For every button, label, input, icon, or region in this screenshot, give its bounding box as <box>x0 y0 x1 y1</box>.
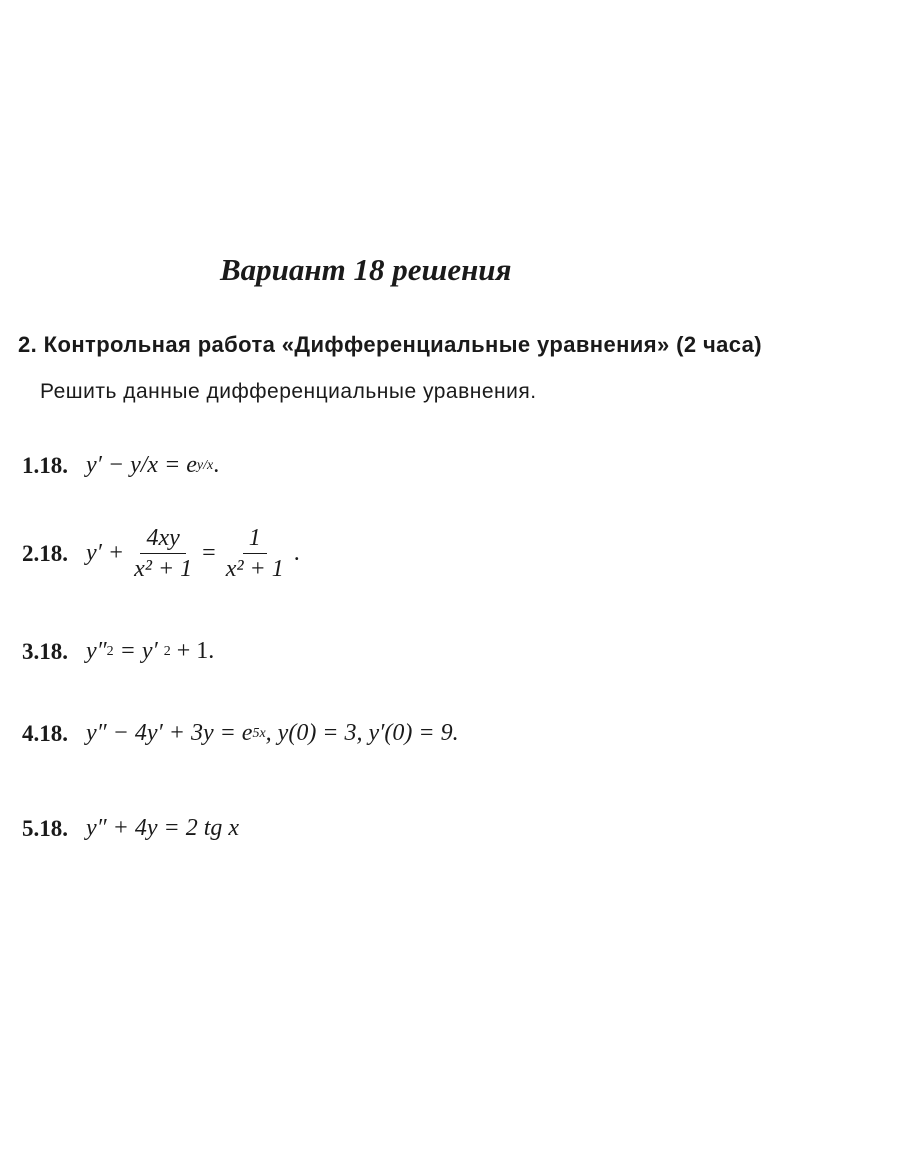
equation-end: . <box>293 540 300 567</box>
equation-lhs: y″ − 4y′ + 3y = e <box>86 720 253 746</box>
problem-number: 4.18. <box>22 720 68 746</box>
problem-number: 1.18. <box>22 452 68 478</box>
equation-a: y″ <box>86 638 107 664</box>
equals-sign: = <box>202 540 216 567</box>
problem-number: 2.18. <box>22 540 68 566</box>
equation-eq: = y′ <box>119 638 158 664</box>
equation-text: y″ + 4y = 2 tg x <box>86 815 240 841</box>
problem-number: 5.18. <box>22 815 68 841</box>
equation-end: . <box>213 452 220 478</box>
problem-number: 3.18. <box>22 638 68 664</box>
problem-1 <box>22 452 219 479</box>
exponent-a: 2 <box>106 643 114 659</box>
equation <box>86 452 219 479</box>
equation <box>86 525 300 583</box>
problem-3 <box>22 638 220 665</box>
exponent-b: 2 <box>163 643 171 659</box>
equation <box>86 720 459 747</box>
fraction-denominator: x² + 1 <box>225 556 284 583</box>
problem-5 <box>22 815 239 842</box>
equation <box>86 815 239 842</box>
equation-lhs: y′ − y/x = e <box>86 452 197 478</box>
problem-4 <box>22 720 459 747</box>
page-title: Вариант 18 решения <box>220 252 512 287</box>
equation-start: y′ + <box>86 540 125 567</box>
section-text: Контрольная работа «Дифференциальные уравнения» (2 часа) <box>43 332 763 357</box>
problem-2 <box>22 525 300 583</box>
equation <box>86 638 220 665</box>
equation-exponent: 5x <box>252 725 266 741</box>
section-header <box>18 332 762 358</box>
equation-exponent: y/x <box>196 457 214 473</box>
section-number: 2. <box>18 332 38 357</box>
fraction-denominator: x² + 1 <box>134 556 193 583</box>
fraction-numerator: 4xy <box>140 525 185 554</box>
equation-end: + 1. <box>176 638 215 664</box>
equation-initial-conditions: , y(0) = 3, y′(0) = 9. <box>265 720 459 746</box>
fraction-numerator: 1 <box>243 525 267 554</box>
fraction-2 <box>220 525 290 583</box>
instruction-text: Решить данные дифференциальные уравнения. <box>40 380 537 403</box>
fraction-1 <box>128 525 198 583</box>
